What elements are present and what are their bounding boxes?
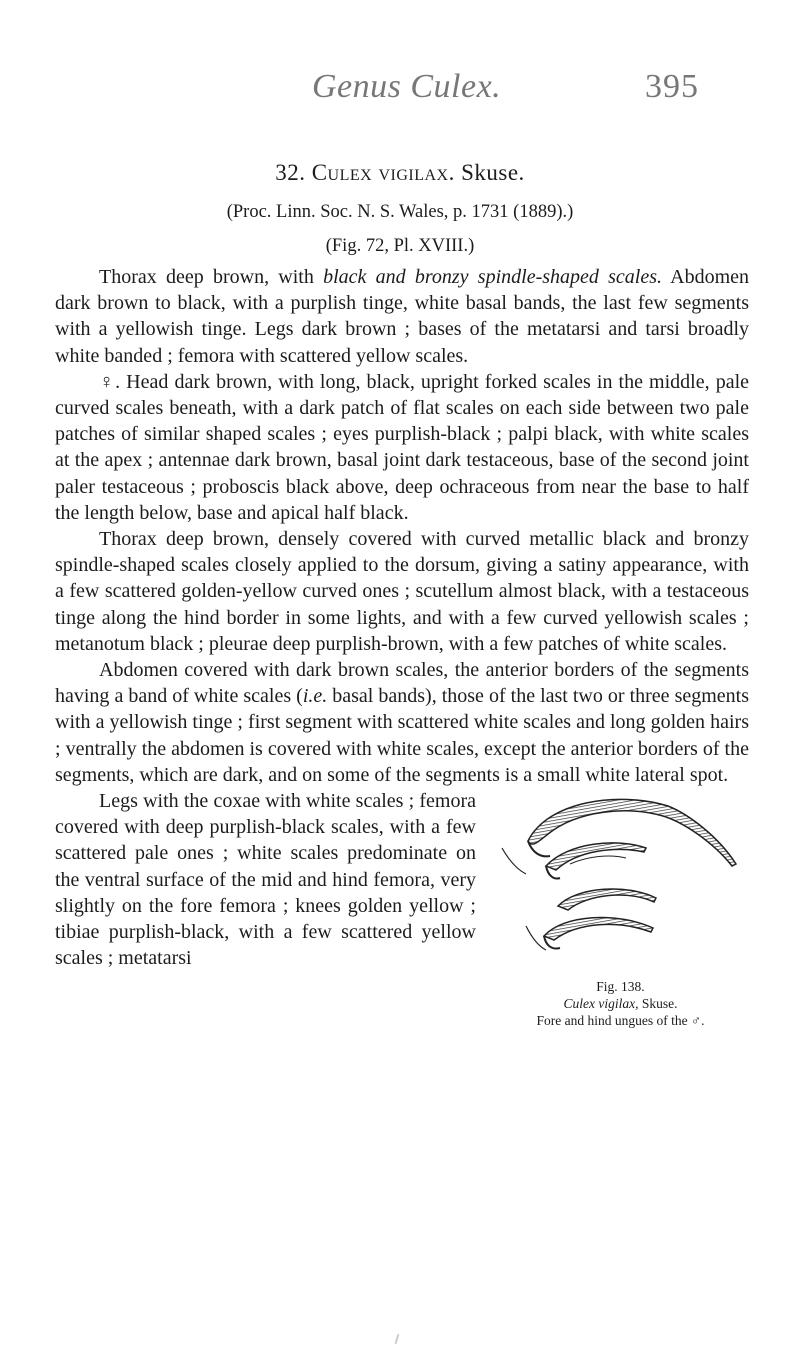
figure-label: Fig. 138. <box>596 979 645 995</box>
running-title: Genus Culex. <box>312 68 502 105</box>
literature-reference: (Proc. Linn. Soc. N. S. Wales, p. 1731 (1889).) <box>226 202 574 222</box>
body-text <box>55 264 749 1033</box>
species-epithet: vigilax. <box>378 160 455 185</box>
figure-author: Skuse. <box>638 996 678 1012</box>
fore-unguis-large <box>502 799 736 874</box>
species-author: Skuse. <box>461 160 525 185</box>
abdomen-text-cont: basal bands), those of the last two or three segments with a yellowish tinge ; first segment with scattered white scales and long golden hairs ; ventrally the abdomen is covered with white scales, except the anterior borders of the segments, which are dark, and on some of the segments is a small white lateral spot. <box>55 685 749 786</box>
species-number: 32. <box>275 160 306 185</box>
paragraph-abdomen <box>55 657 749 788</box>
abdomen-ie: i.e. <box>302 685 328 708</box>
species-genus: Culex <box>311 160 373 185</box>
paragraph-thorax: Thorax deep brown, densely covered with curved metallic black and bronzy spindle-shaped scales closely applied to the dorsum, giving a satiny appearance, with a few scattered golden-yellow curved ones ; scutellum almost black, with a testaceous tinge along the hind border in some lights, and with a few curved yellowish scales ; metanotum black ; pleurae deep purplish-brown, with a few patches of white scales. <box>55 528 749 655</box>
figure-138 <box>488 786 753 1029</box>
ungues-illustration <box>488 786 753 976</box>
page-number: 395 <box>645 68 699 105</box>
female-symbol: ♀. <box>99 370 121 393</box>
paragraph-head <box>55 369 749 526</box>
summary-text-cont: Abdomen dark brown to black, with a purplish tinge, white basal bands, the last few segments with a yellowish tinge. Legs dark brown ; bases of the metatarsi and tarsi broadly white banded ; femora with scattered yellow scales. <box>55 266 750 367</box>
print-mark <box>395 1334 400 1344</box>
page-header <box>0 68 800 116</box>
species-heading <box>0 160 800 186</box>
figure-caption <box>488 978 753 1029</box>
abdomen-text: Abdomen covered with dark brown scales, the anterior borders of the segments having a band of white scales ( <box>55 659 749 708</box>
paragraph-legs: Legs with the coxae with white scales ; femora covered with deep purplish-black scales, with a few scattered pale ones ; white scales predominate on the ventral surface of the mid and hind femora, very slightly on the fore femora ; knees golden yellow ; tibiae purplish-black, with a few scattered yellow scales ; metatarsi <box>55 790 476 970</box>
figure-description: Fore and hind ungues of the ♂. <box>536 1013 705 1029</box>
summary-italic: black and bronzy spindle-shaped scales. <box>323 266 662 288</box>
figure-species-line <box>488 995 753 1012</box>
figure-species: Culex vigilax, <box>563 996 639 1012</box>
head-text: Head dark brown, with long, black, upright forked scales in the middle, pale curved scales beneath, with a dark patch of flat scales on each side between two pale patches of similar shaped scales ; eyes purplish-black ; palpi black, with white scales at the apex ; antennae dark brown, basal joint dark testaceous, base of the second joint paler testaceous ; proboscis black above, deep ochraceous from near the base to half the length below, base and apical half black. <box>55 370 750 524</box>
paragraph-summary <box>55 264 749 369</box>
figure-reference: (Fig. 72, Pl. XVIII.) <box>325 236 475 256</box>
summary-text: Thorax deep brown, with <box>99 266 324 288</box>
hind-unguis <box>526 889 656 950</box>
fore-unguis-small <box>546 843 646 879</box>
